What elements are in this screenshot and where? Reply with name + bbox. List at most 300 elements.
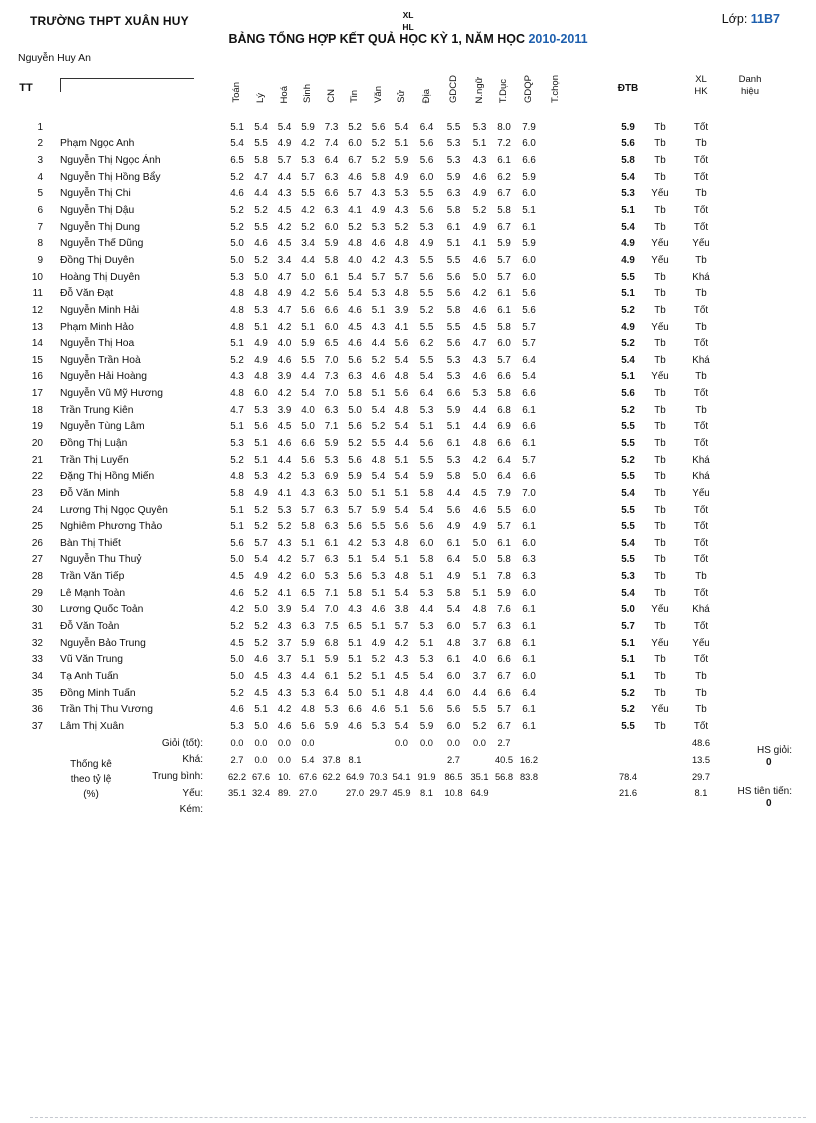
score-cell: 5.2 [371, 421, 386, 433]
score-cell: 5.2 [254, 621, 268, 633]
student-row [0, 269, 816, 286]
student-name: Đỗ Văn Minh [60, 487, 120, 499]
student-tt: 9 [37, 254, 43, 266]
score-cell: 5.7 [254, 537, 268, 549]
mini-xl-hl-caption [388, 9, 428, 33]
score-cell: 6.1 [522, 521, 536, 533]
xl-hk-cell: Tb [695, 138, 707, 150]
score-cell: 4.8 [254, 288, 268, 300]
stats-value-cell: 0.0 [278, 738, 291, 749]
stats-value-cell: 8.1 [420, 788, 433, 799]
student-tt: 29 [31, 587, 43, 599]
score-cell: 5.9 [497, 238, 511, 250]
score-cell: 4.4 [419, 604, 434, 616]
score-cell: 7.9 [497, 487, 511, 499]
danh-hieu-header-line: Danh [738, 74, 762, 85]
score-cell: 6.0 [419, 537, 434, 549]
student-row [0, 186, 816, 203]
score-cell: 5.5 [472, 704, 487, 716]
score-cell: 5.9 [301, 338, 315, 350]
score-cell: 5.9 [324, 437, 339, 449]
score-cell: 6.0 [254, 388, 268, 400]
score-cell: 4.6 [348, 720, 362, 732]
score-cell: 5.0 [254, 720, 268, 732]
score-cell: 4.1 [394, 321, 409, 333]
student-row [0, 285, 816, 302]
score-cell: 5.3 [446, 371, 461, 383]
student-tt: 4 [37, 171, 43, 183]
score-cell: 5.4 [419, 371, 434, 383]
xl-hl-cell: Tb [654, 504, 666, 516]
xl-hk-cell: Tb [695, 288, 707, 300]
score-cell: 5.4 [348, 271, 362, 283]
dtb-cell: 5.4 [621, 354, 635, 366]
dtb-cell: 5.5 [621, 437, 635, 449]
student-name: Nguyễn Thị Dậu [60, 205, 135, 217]
stats-value-cell: 91.9 [417, 771, 436, 782]
score-cell: 4.9 [371, 205, 386, 217]
score-cell: 5.1 [348, 654, 362, 666]
xl-hk-cell: Tốt [693, 221, 709, 233]
xl-hl-cell: Tb [654, 155, 666, 167]
score-cell: 4.8 [371, 454, 386, 466]
score-cell: 5.3 [394, 188, 409, 200]
score-cell: 7.1 [324, 421, 339, 433]
score-cell: 5.1 [301, 537, 315, 549]
score-cell: 6.1 [324, 670, 339, 682]
score-cell: 6.3 [522, 571, 536, 583]
score-cell: 4.7 [230, 404, 244, 416]
score-cell: 5.2 [472, 205, 487, 217]
score-cell: 5.5 [371, 521, 386, 533]
score-cell: 4.9 [472, 521, 487, 533]
score-cell: 4.2 [301, 288, 315, 300]
score-cell: 6.1 [446, 437, 461, 449]
student-name: Nguyễn Thị Hồng Bẩy [60, 171, 161, 183]
score-cell: 4.3 [371, 321, 386, 333]
score-cell: 5.1 [371, 487, 386, 499]
score-cell: 6.4 [446, 554, 461, 566]
score-cell: 6.3 [497, 621, 511, 633]
score-cell: 5.2 [254, 254, 268, 266]
hs-tien-tien-value: 0 [766, 798, 772, 809]
student-tt: 36 [31, 704, 43, 716]
score-cell: 4.6 [371, 704, 386, 716]
score-cell: 4.2 [472, 288, 487, 300]
student-name: Phạm Ngọc Anh [60, 138, 135, 150]
score-cell: 5.4 [301, 604, 315, 616]
score-cell: 5.1 [348, 554, 362, 566]
score-cell: 4.3 [277, 687, 292, 699]
score-cell: 4.2 [277, 554, 292, 566]
student-row [0, 701, 816, 718]
score-cell: 5.0 [230, 554, 244, 566]
score-cell: 6.2 [419, 338, 434, 350]
score-cell: 4.8 [230, 388, 244, 400]
dtb-cell: 5.1 [621, 288, 635, 300]
xl-hk-cell: Tốt [693, 621, 709, 633]
score-cell: 5.8 [446, 304, 461, 316]
xl-hl-cell: Tb [654, 138, 666, 150]
school-name: TRƯỜNG THPT XUÂN HUY [30, 14, 189, 28]
xl-hk-cell: Tốt [693, 388, 709, 400]
score-cell: 4.2 [301, 205, 315, 217]
score-cell: 5.8 [446, 205, 461, 217]
score-cell: 7.8 [497, 571, 511, 583]
score-cell: 5.4 [230, 138, 244, 150]
score-cell: 4.5 [254, 687, 268, 699]
score-cell: 7.1 [324, 587, 339, 599]
xl-hl-cell: Tb [654, 221, 666, 233]
hs-tien-tien-label: HS tiên tiến: [737, 786, 792, 797]
score-cell: 5.1 [371, 304, 386, 316]
student-name: Bàn Thị Thiết [60, 537, 121, 549]
score-cell: 5.7 [497, 704, 511, 716]
score-cell: 5.6 [419, 205, 434, 217]
class-label: Lớp: [721, 12, 748, 26]
student-name: Đồng Thị Duyên [60, 254, 135, 266]
score-cell: 5.2 [348, 670, 362, 682]
table-header-row [0, 60, 816, 116]
score-cell: 4.3 [472, 155, 487, 167]
score-cell: 5.1 [394, 487, 409, 499]
score-cell: 6.6 [522, 471, 536, 483]
score-cell: 6.6 [301, 437, 315, 449]
score-cell: 5.5 [254, 138, 268, 150]
student-name: Nguyễn Vũ Mỹ Hương [60, 388, 163, 400]
score-cell: 5.1 [394, 554, 409, 566]
score-cell: 5.6 [446, 338, 461, 350]
score-cell: 4.3 [348, 604, 362, 616]
student-row [0, 535, 816, 552]
score-cell: 4.5 [277, 238, 292, 250]
score-cell: 5.6 [394, 388, 409, 400]
score-cell: 6.7 [348, 155, 362, 167]
score-cell: 4.8 [230, 304, 244, 316]
subject-column-header [390, 60, 413, 116]
student-name: Trần Trung Kiên [60, 404, 134, 416]
score-cell: 4.4 [277, 454, 292, 466]
stats-value-cell: 10.8 [444, 788, 463, 799]
score-cell: 5.9 [446, 171, 461, 183]
dtb-cell: 5.4 [621, 171, 635, 183]
score-cell: 5.4 [446, 604, 461, 616]
score-cell: 5.3 [301, 471, 315, 483]
results-table-body [0, 119, 816, 735]
score-cell: 5.6 [348, 354, 362, 366]
score-cell: 5.2 [472, 720, 487, 732]
score-cell: 4.5 [230, 637, 244, 649]
score-cell: 4.4 [419, 687, 434, 699]
stats-value-cell: 5.4 [301, 754, 315, 765]
xl-hl-cell: Tb [654, 205, 666, 217]
class-value: 11B7 [750, 12, 780, 26]
score-cell: 5.1 [254, 321, 268, 333]
dtb-cell: 5.7 [621, 621, 635, 633]
score-cell: 4.8 [254, 371, 268, 383]
student-row [0, 119, 816, 136]
score-cell: 7.0 [522, 487, 536, 499]
score-cell: 5.3 [446, 354, 461, 366]
student-row [0, 136, 816, 153]
xl-hl-cell: Yếu [651, 238, 669, 250]
student-tt: 24 [31, 504, 43, 516]
score-cell: 5.1 [446, 421, 461, 433]
score-cell: 6.1 [522, 604, 536, 616]
score-cell: 5.1 [472, 138, 487, 150]
score-cell: 3.4 [301, 238, 315, 250]
student-row [0, 202, 816, 219]
xl-hk-cell: Tb [695, 571, 707, 583]
score-cell: 4.3 [301, 487, 315, 499]
score-cell: 4.8 [301, 704, 315, 716]
score-cell: 5.1 [394, 704, 409, 716]
student-row [0, 302, 816, 319]
score-cell: 6.6 [522, 421, 536, 433]
student-tt: 30 [31, 604, 43, 616]
score-cell: 7.3 [324, 371, 339, 383]
student-row [0, 335, 816, 352]
student-tt: 33 [31, 654, 43, 666]
stats-value-cell: 86.5 [444, 771, 463, 782]
score-cell: 5.6 [254, 421, 268, 433]
score-cell: 6.6 [324, 304, 339, 316]
score-cell: 5.7 [371, 271, 386, 283]
xl-hl-cell: Tb [654, 654, 666, 666]
score-cell: 5.6 [446, 288, 461, 300]
stats-value-cell: 16.2 [519, 754, 539, 765]
score-cell: 4.3 [277, 670, 292, 682]
score-cell: 5.8 [371, 171, 386, 183]
score-cell: 5.5 [446, 254, 461, 266]
score-cell: 5.2 [230, 454, 244, 466]
xl-hl-cell: Tb [654, 437, 666, 449]
score-cell: 5.3 [419, 654, 434, 666]
student-name: Nguyễn Thị Dung [60, 221, 140, 233]
score-cell: 5.8 [348, 388, 362, 400]
stats-value-cell: 10. [278, 771, 291, 782]
score-cell: 5.3 [324, 571, 339, 583]
stats-value-cell: 0.0 [301, 738, 315, 749]
score-cell: 4.4 [472, 421, 487, 433]
xl-hk-cell: Tb [695, 188, 707, 200]
score-cell: 4.6 [277, 437, 292, 449]
score-cell: 4.6 [472, 254, 487, 266]
score-cell: 4.2 [277, 471, 292, 483]
student-name: Nguyễn Thị Chi [60, 188, 131, 200]
score-cell: 5.2 [254, 637, 268, 649]
student-name: Vũ Văn Trung [60, 654, 123, 666]
score-cell: 5.4 [394, 121, 409, 133]
student-tt: 37 [31, 720, 43, 732]
student-tt: 22 [31, 471, 43, 483]
score-cell: 4.8 [230, 321, 244, 333]
subject-column-header-label: CN [325, 89, 337, 103]
xl-hl-cell: Yếu [651, 637, 669, 649]
student-tt: 28 [31, 571, 43, 583]
student-tt: 35 [31, 687, 43, 699]
student-tt: 2 [37, 138, 43, 150]
score-cell: 5.0 [254, 271, 268, 283]
score-cell: 4.8 [230, 471, 244, 483]
score-cell: 6.6 [446, 388, 461, 400]
title-year: 2010-2011 [528, 32, 588, 46]
xl-hk-cell: Tốt [693, 121, 709, 133]
subject-column-header [440, 60, 467, 116]
score-cell: 6.0 [324, 321, 339, 333]
xl-hl-cell: Tb [654, 288, 666, 300]
score-cell: 5.3 [254, 304, 268, 316]
score-cell: 4.8 [394, 288, 409, 300]
stats-value-cell: 67.6 [251, 771, 271, 782]
dtb-cell: 5.4 [621, 221, 635, 233]
xl-hk-cell: Tb [695, 321, 707, 333]
subject-column-header [367, 60, 390, 116]
score-cell: 5.3 [472, 388, 487, 400]
score-cell: 5.6 [348, 571, 362, 583]
student-row [0, 685, 816, 702]
score-cell: 5.4 [394, 504, 409, 516]
dtb-cell: 5.6 [621, 388, 635, 400]
student-tt: 3 [37, 155, 43, 167]
score-cell: 5.0 [472, 554, 487, 566]
score-cell: 5.1 [371, 621, 386, 633]
dtb-cell: 5.2 [621, 338, 635, 350]
score-cell: 5.9 [348, 471, 362, 483]
score-cell: 4.2 [371, 254, 386, 266]
stats-xl-hk-cell: 29.7 [691, 771, 711, 782]
score-cell: 6.0 [522, 271, 536, 283]
score-cell: 5.3 [371, 221, 386, 233]
student-tt: 19 [31, 421, 43, 433]
xl-hk-cell: Tb [695, 254, 707, 266]
score-cell: 4.1 [472, 238, 487, 250]
score-cell: 4.7 [472, 338, 487, 350]
stats-value-cell: 35.1 [470, 771, 489, 782]
xl-hl-cell: Tb [654, 404, 666, 416]
student-tt: 15 [31, 354, 43, 366]
score-cell: 6.3 [324, 205, 339, 217]
score-cell: 4.4 [472, 687, 487, 699]
score-cell: 5.6 [419, 271, 434, 283]
score-cell: 4.6 [348, 304, 362, 316]
score-cell: 4.3 [230, 371, 244, 383]
score-cell: 5.2 [371, 155, 386, 167]
score-cell: 5.3 [419, 587, 434, 599]
score-cell: 5.3 [446, 155, 461, 167]
score-cell: 4.3 [394, 654, 409, 666]
xl-hl-column-header [646, 60, 674, 116]
stats-row [0, 802, 816, 819]
dtb-cell: 5.3 [621, 571, 635, 583]
score-cell: 5.1 [254, 454, 268, 466]
score-cell: 5.6 [446, 504, 461, 516]
score-cell: 5.2 [371, 654, 386, 666]
score-cell: 5.6 [348, 454, 362, 466]
dtb-cell: 5.9 [621, 121, 635, 133]
student-name: Nghiêm Phương Thảo [60, 521, 163, 533]
score-cell: 5.1 [230, 338, 244, 350]
stats-dtb-cell: 21.6 [618, 788, 638, 799]
dtb-cell: 5.3 [621, 188, 635, 200]
student-row [0, 235, 816, 252]
student-name: Lương Thị Ngọc Quyên [60, 504, 168, 516]
score-cell: 5.2 [348, 221, 362, 233]
score-cell: 5.2 [254, 587, 268, 599]
score-cell: 7.4 [324, 138, 339, 150]
hs-gioi-value: 0 [766, 757, 772, 768]
stats-row-label: Yếu: [182, 787, 203, 799]
score-cell: 4.6 [371, 371, 386, 383]
score-cell: 5.1 [371, 670, 386, 682]
score-cell: 4.2 [348, 537, 362, 549]
header-spacer [570, 60, 610, 116]
hs-gioi-label: HS giỏi: [756, 745, 792, 756]
stats-row [0, 735, 816, 752]
score-cell: 6.0 [446, 621, 461, 633]
stats-value-cell: 62.2 [227, 771, 247, 782]
score-cell: 5.3 [419, 621, 434, 633]
mini-caption-hl: HL [402, 22, 414, 32]
score-cell: 6.8 [497, 404, 511, 416]
dtb-cell: 5.2 [621, 704, 635, 716]
score-cell: 5.3 [254, 404, 268, 416]
score-cell: 5.9 [324, 720, 339, 732]
score-cell: 4.5 [348, 321, 362, 333]
score-cell: 5.1 [371, 388, 386, 400]
score-cell: 5.9 [446, 404, 461, 416]
student-row [0, 652, 816, 669]
score-cell: 4.5 [472, 487, 487, 499]
score-cell: 5.9 [394, 155, 409, 167]
score-cell: 5.0 [301, 421, 315, 433]
xl-hk-cell: Khá [692, 271, 710, 283]
score-cell: 5.6 [419, 155, 434, 167]
score-cell: 6.0 [522, 138, 536, 150]
score-cell: 3.7 [472, 637, 487, 649]
score-cell: 5.8 [301, 521, 315, 533]
score-cell: 6.6 [348, 704, 362, 716]
xl-hl-cell: Yếu [651, 604, 669, 616]
subject-column-header [516, 60, 542, 116]
score-cell: 5.5 [419, 321, 434, 333]
student-name: Lâm Thị Xuân [60, 720, 124, 732]
score-cell: 5.9 [522, 238, 536, 250]
score-cell: 4.2 [301, 138, 315, 150]
score-cell: 4.2 [277, 571, 292, 583]
score-cell: 6.4 [419, 121, 434, 133]
score-cell: 6.5 [348, 621, 362, 633]
score-cell: 5.9 [522, 171, 536, 183]
student-name: Đặng Thị Hồng Miến [60, 471, 155, 483]
score-cell: 4.8 [394, 371, 409, 383]
score-cell: 4.0 [348, 254, 362, 266]
score-cell: 5.0 [254, 604, 268, 616]
student-name: Lương Quốc Toản [60, 604, 144, 616]
score-cell: 4.9 [419, 238, 434, 250]
score-cell: 5.7 [497, 521, 511, 533]
student-tt: 11 [32, 288, 43, 300]
subject-column-header [273, 60, 296, 116]
score-cell: 6.5 [301, 587, 315, 599]
dtb-cell: 5.5 [621, 521, 635, 533]
score-cell: 6.0 [324, 221, 339, 233]
xl-hk-cell: Tốt [693, 554, 709, 566]
score-cell: 6.3 [324, 504, 339, 516]
score-cell: 5.4 [254, 554, 268, 566]
score-cell: 4.9 [254, 338, 268, 350]
danh-hieu-header-line: hiệu [741, 86, 759, 97]
